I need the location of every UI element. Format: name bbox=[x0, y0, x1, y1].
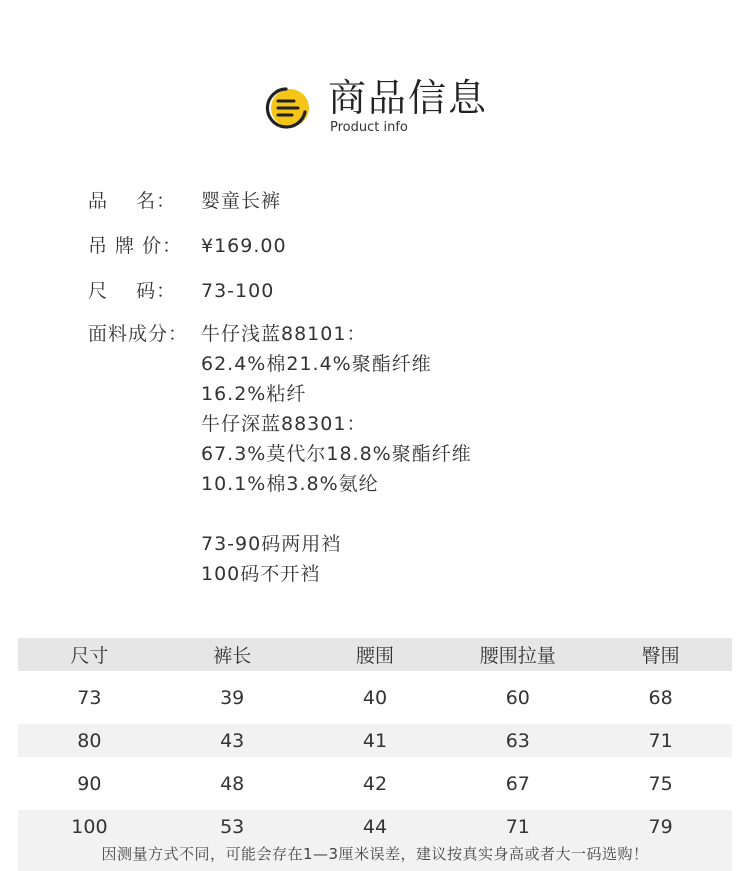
column-header: 裤长 bbox=[213, 645, 252, 667]
table-row bbox=[18, 681, 732, 714]
fabric-line: 牛仔浅蓝88101： bbox=[201, 323, 367, 345]
table-cell: 44 bbox=[362, 815, 388, 838]
fabric-line: 67.3%莫代尔18.8%聚酯纤维 bbox=[201, 443, 472, 465]
info-row-price bbox=[88, 231, 287, 261]
table-cell: 71 bbox=[648, 729, 673, 752]
table-cell: 71 bbox=[505, 815, 530, 838]
table-cell: 90 bbox=[77, 772, 102, 795]
measurement-footnote: 因测量方式不同，可能会存在1—3厘米误差，建议按真实身高或者大一码选购！ bbox=[18, 838, 732, 871]
fabric-line: 10.1%棉3.8%氨纶 bbox=[201, 473, 379, 495]
size-value: 73-100 bbox=[201, 280, 275, 302]
table-cell: 68 bbox=[648, 686, 673, 709]
fabric-line: 62.4%棉21.4%聚酯纤维 bbox=[201, 353, 432, 375]
table-row bbox=[18, 724, 732, 757]
table-cell: 67 bbox=[505, 772, 530, 795]
size-table bbox=[18, 638, 732, 843]
table-cell: 100 bbox=[71, 815, 108, 838]
name-value: 婴童长裤 bbox=[201, 190, 282, 212]
fabric-label: 面料成分： bbox=[88, 323, 189, 345]
table-cell: 41 bbox=[362, 729, 388, 752]
table-cell: 73 bbox=[77, 686, 102, 709]
column-header: 臀围 bbox=[641, 645, 680, 667]
table-cell: 63 bbox=[505, 729, 530, 752]
name-label: 品 名： bbox=[88, 190, 177, 212]
size-label: 尺 码： bbox=[88, 280, 177, 302]
crotch-notes bbox=[201, 529, 341, 589]
info-row-fabric bbox=[88, 319, 472, 499]
section-header bbox=[264, 72, 524, 142]
table-cell: 42 bbox=[362, 772, 388, 795]
column-header: 腰围 bbox=[355, 645, 394, 667]
table-cell: 40 bbox=[362, 686, 388, 709]
fabric-line: 牛仔深蓝88301： bbox=[201, 413, 367, 435]
page-title: 商品信息 bbox=[328, 76, 489, 120]
note-line: 73-90码两用裆 bbox=[201, 533, 342, 555]
info-row-size bbox=[88, 276, 274, 306]
table-cell: 43 bbox=[220, 729, 245, 752]
table-cell: 48 bbox=[220, 772, 245, 795]
table-cell: 80 bbox=[77, 729, 102, 752]
info-row-name bbox=[88, 186, 281, 216]
column-header: 尺寸 bbox=[70, 645, 109, 667]
fabric-composition bbox=[201, 319, 472, 499]
page-subtitle: Product info bbox=[330, 120, 408, 135]
note-line: 100码不开裆 bbox=[201, 563, 321, 585]
price-value: ¥169.00 bbox=[201, 235, 287, 257]
table-cell: 79 bbox=[648, 815, 673, 838]
fabric-line: 16.2%粘纤 bbox=[201, 383, 307, 405]
table-row bbox=[18, 767, 732, 800]
table-cell: 39 bbox=[220, 686, 245, 709]
column-header: 腰围拉量 bbox=[479, 645, 556, 667]
table-cell: 53 bbox=[220, 815, 245, 838]
price-label: 吊 牌 价： bbox=[88, 235, 183, 257]
table-header-row bbox=[18, 638, 732, 671]
table-cell: 75 bbox=[648, 772, 673, 795]
document-lines-icon bbox=[264, 84, 312, 132]
table-cell: 60 bbox=[505, 686, 530, 709]
